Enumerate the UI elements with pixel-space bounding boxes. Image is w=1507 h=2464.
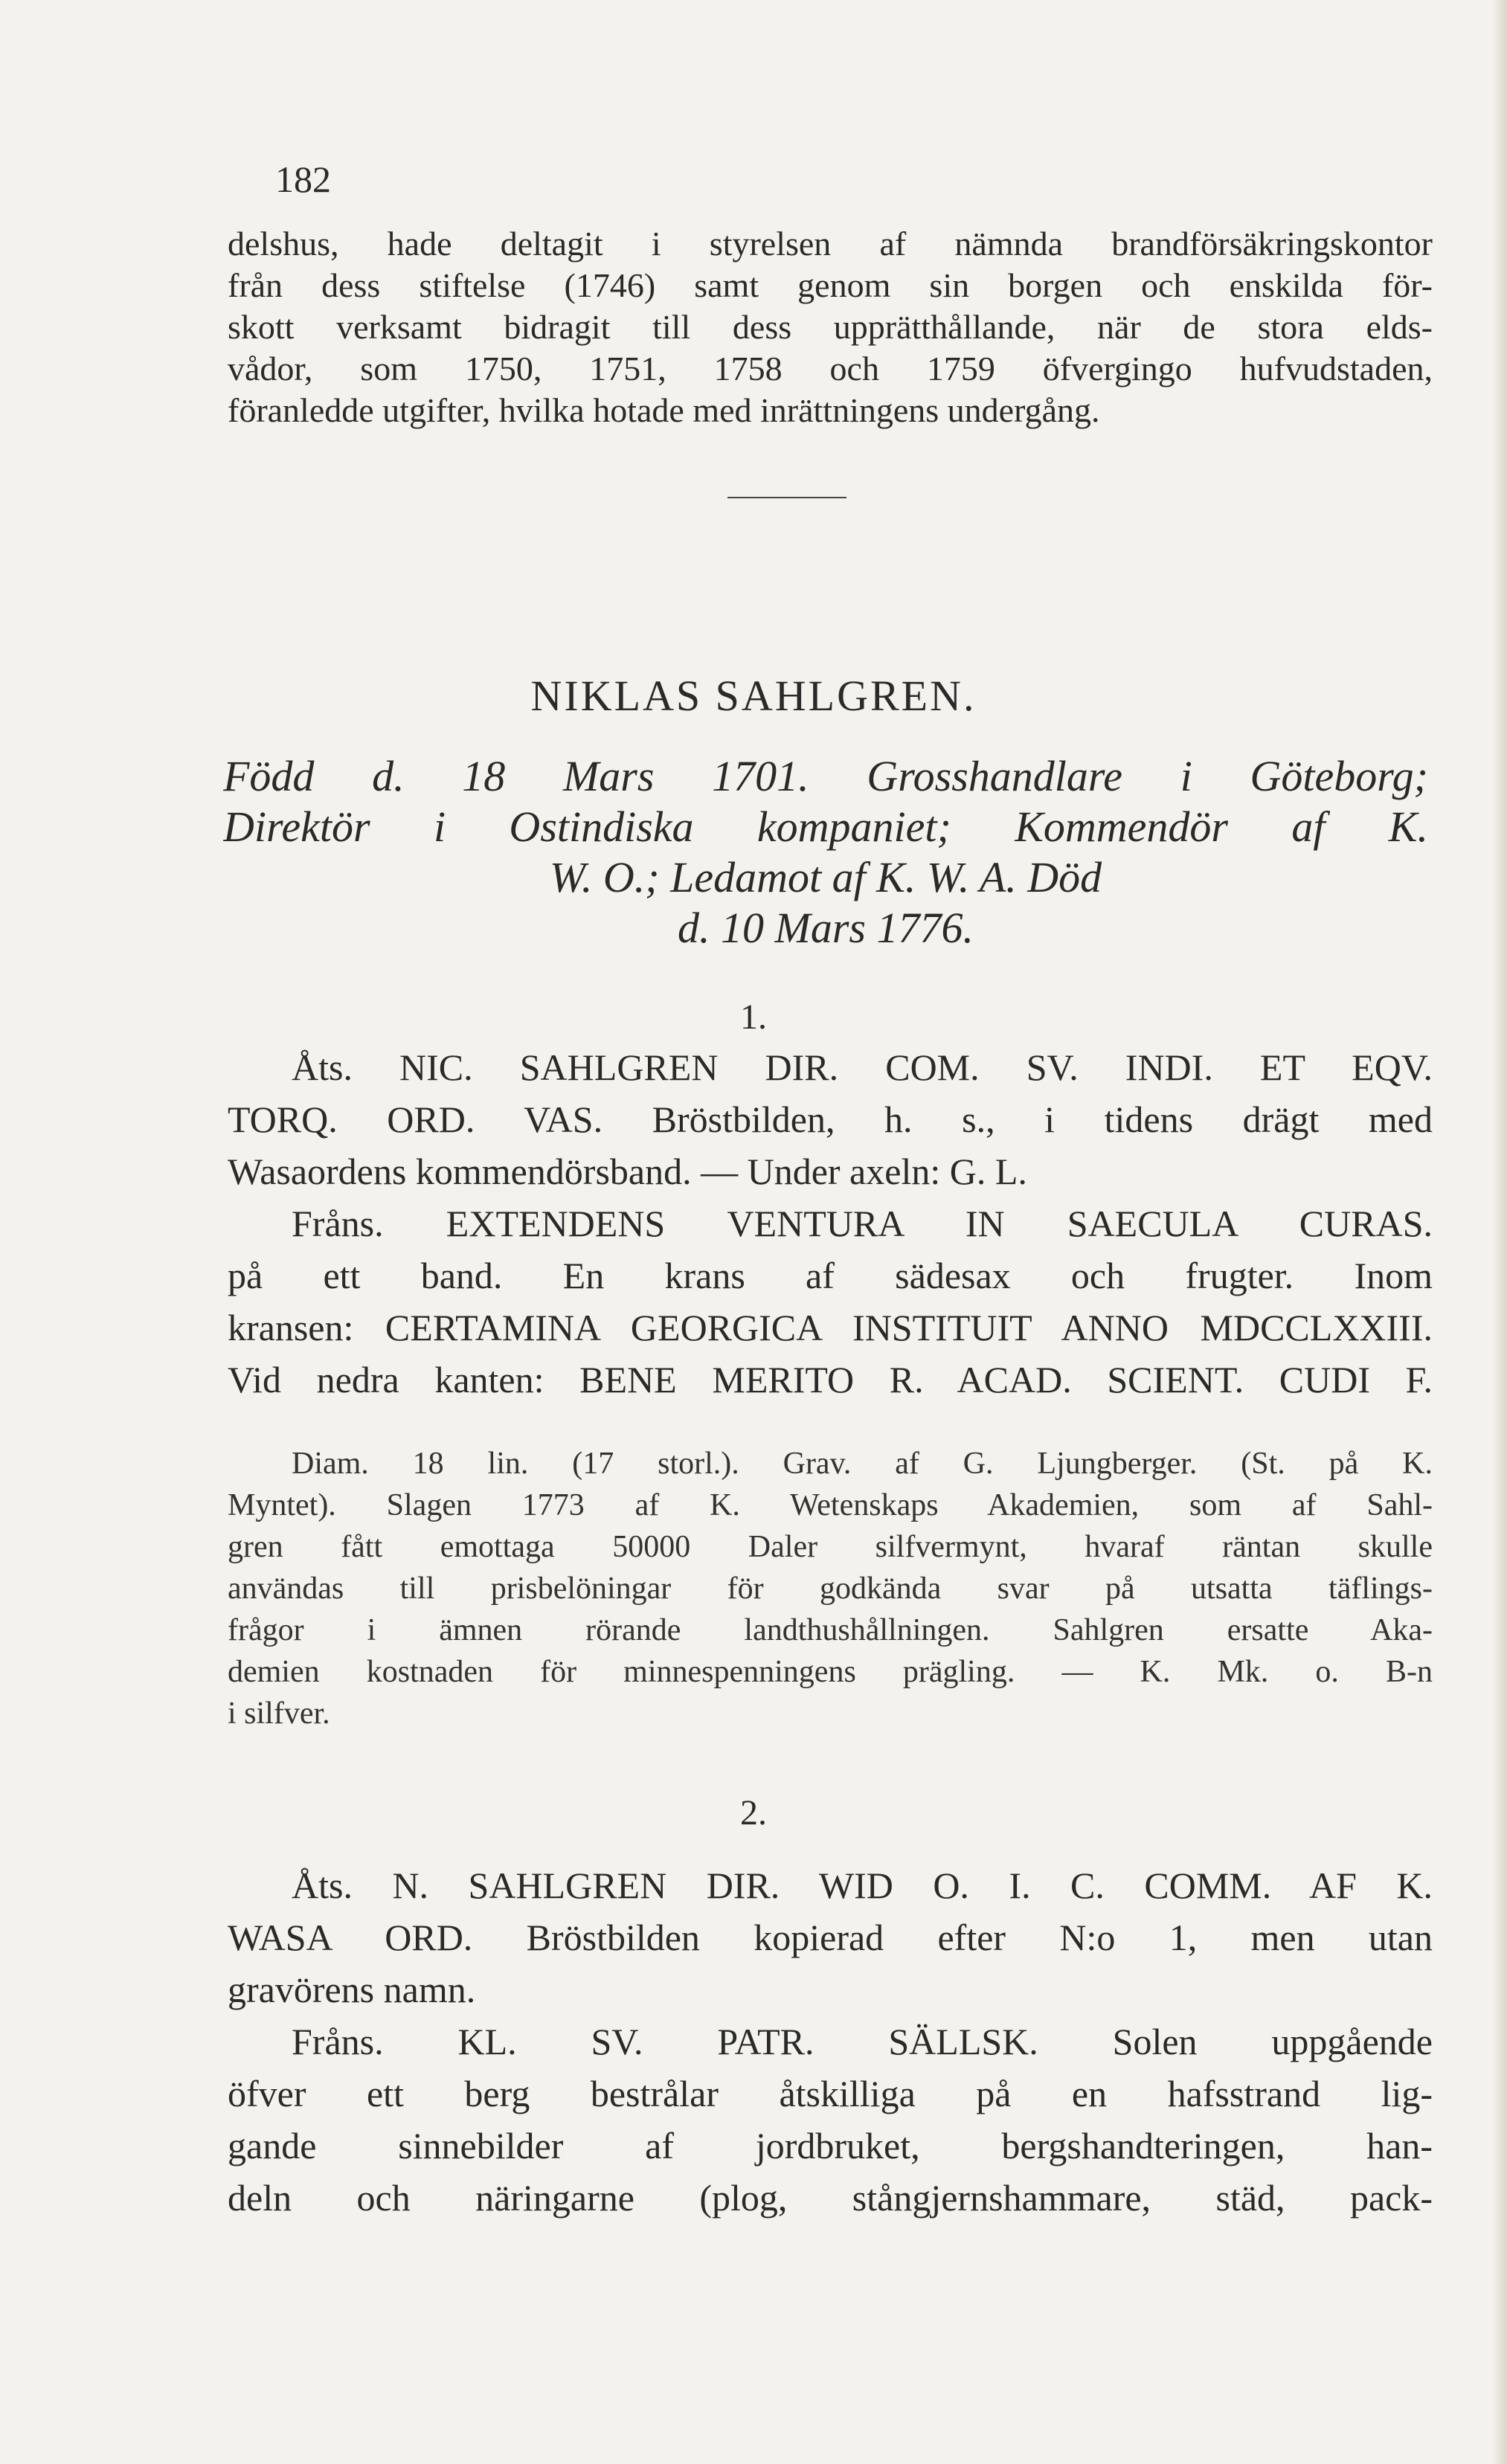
medal-line: på ett band. En krans af sädesax och frugter. Inom <box>228 1255 1433 1296</box>
medal-2-description <box>228 1859 1433 2224</box>
medal-1-notes <box>228 1443 1433 1734</box>
note-line: frågor i ämnen rörande landthushållningen. Sahlgren ersatte Aka- <box>228 1613 1433 1647</box>
medal-line: öfver ett berg bestrålar åtskilliga på en hafsstrand lig- <box>228 2073 1433 2114</box>
note-line: demien kostnaden för minnespenningens prägling. — K. Mk. o. B-n <box>228 1655 1433 1689</box>
medal-line: WASA ORD. Bröstbilden kopierad efter N:o 1, men utan <box>228 1917 1433 1958</box>
medal-line: Fråns. KL. SV. PATR. SÄLLSK. Solen uppgående <box>292 2021 1433 2062</box>
text-line: föranledde utgifter, hvilka hotade med inrättningens undergång. <box>228 391 1100 429</box>
note-line: Diam. 18 lin. (17 storl.). Grav. af G. Ljungberger. (St. på K. <box>292 1447 1433 1481</box>
note-line: användas till prisbelöningar för godkända svar på utsatta täflings- <box>228 1572 1433 1606</box>
section-heading: NIKLAS SAHLGREN. <box>530 672 977 720</box>
entry-number-2: 2. <box>740 1793 767 1833</box>
medal-line: TORQ. ORD. VAS. Bröstbilden, h. s., i tidens drägt med <box>228 1098 1433 1140</box>
medal-line: Fråns. EXTENDENS VENTURA IN SAECULA CURAS. <box>292 1203 1433 1244</box>
medal-line: deln och näringarne (plog, stångjernshammare, städ, pack- <box>228 2177 1433 2219</box>
section-divider <box>727 497 846 498</box>
bio-line: Född d. 18 Mars 1701. Grosshandlare i Göteborg; <box>223 752 1428 800</box>
note-line: gren fått emottaga 50000 Daler silfvermynt, hvaraf räntan skulle <box>228 1530 1433 1564</box>
entry-number-1: 1. <box>740 997 767 1037</box>
text-line: från dess stiftelse (1746) samt genom sin borgen och enskilda för- <box>228 266 1433 304</box>
text-line: skott verksamt bidragit till dess upprätthållande, när de stora elds- <box>228 308 1433 346</box>
note-line: i silfver. <box>228 1696 330 1731</box>
bio-line: W. O.; Ledamot af K. W. A. Död <box>549 853 1102 901</box>
page-number: 182 <box>275 158 331 200</box>
medal-line: gande sinnebilder af jordbruket, bergshandteringen, han- <box>228 2125 1433 2167</box>
bio-line: Direktör i Ostindiska kompaniet; Kommendör af K. <box>223 802 1428 851</box>
biography <box>223 751 1428 953</box>
text-line: vådor, som 1750, 1751, 1758 och 1759 öfvergingo hufvudstaden, <box>228 350 1433 387</box>
medal-line: Wasaordens kommendörsband. — Under axeln: G. L. <box>228 1151 1027 1192</box>
medal-line: Åts. NIC. SAHLGREN DIR. COM. SV. INDI. ET EQV. <box>292 1046 1433 1088</box>
medal-line: Åts. N. SAHLGREN DIR. WID O. I. C. COMM. AF K. <box>292 1865 1433 1906</box>
medal-line: Vid nedra kanten: BENE MERITO R. ACAD. SCIENT. CUDI F. <box>228 1359 1433 1400</box>
bio-line: d. 10 Mars 1776. <box>678 904 974 952</box>
note-line: Myntet). Slagen 1773 af K. Wetenskaps Akademien, som af Sahl- <box>228 1488 1433 1522</box>
text-line: delshus, hade deltagit i styrelsen af nämnda brandförsäkringskontor <box>228 225 1433 263</box>
medal-line: gravörens namn. <box>228 1969 476 2010</box>
page-edge-shadow <box>1492 0 1507 2464</box>
paragraph-intro <box>228 223 1433 431</box>
medal-1-description <box>228 1041 1433 1406</box>
medal-line: kransen: CERTAMINA GEORGICA INSTITUIT ANNO MDCCLXXIII. <box>228 1307 1433 1348</box>
